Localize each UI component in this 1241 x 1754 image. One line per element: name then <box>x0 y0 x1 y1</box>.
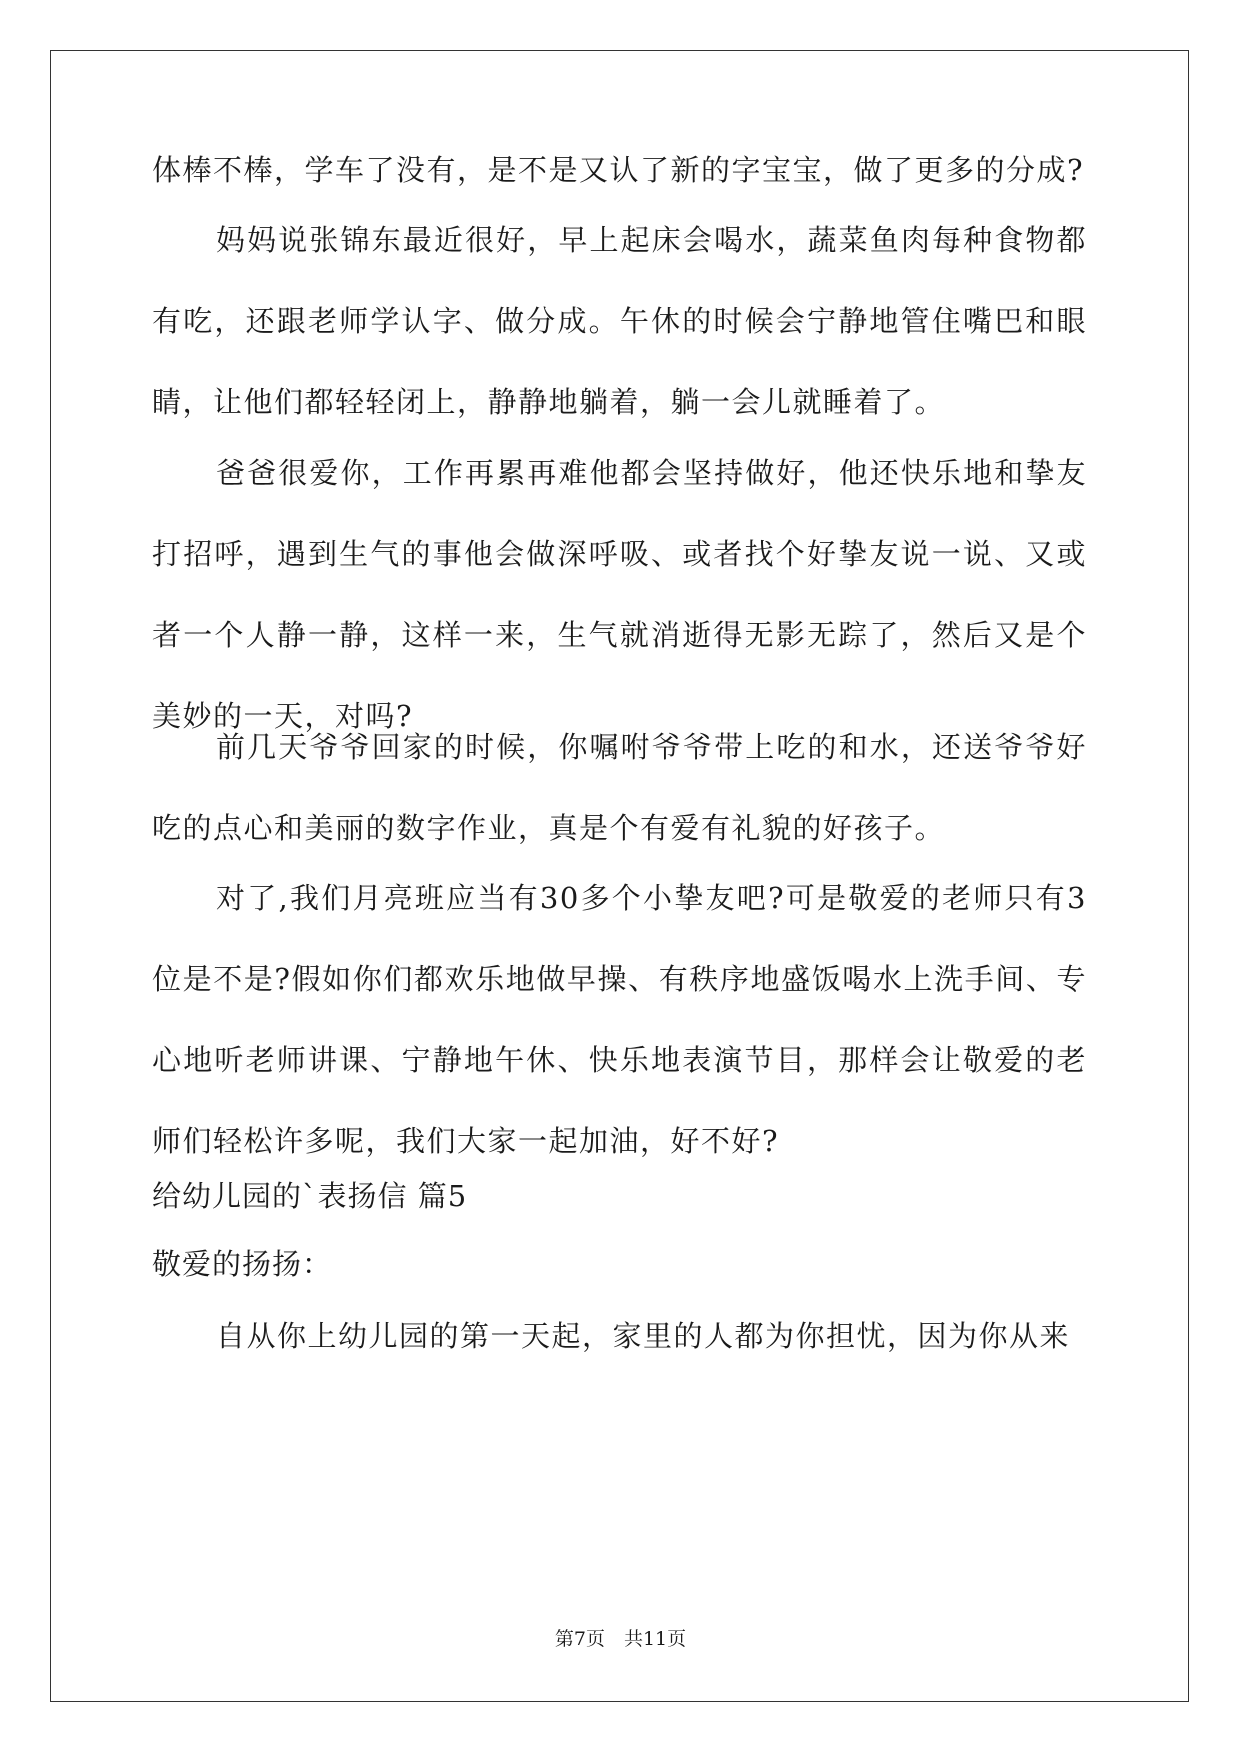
paragraph-father: 爸爸很爱你，工作再累再难他都会坚持做好，他还快乐地和挚友打招呼，遇到生气的事他会做深呼吸、或者找个好挚友说一说、又或者一个人静一静，这样一来，生气就消逝得无影无踪了，然后又是个美妙的一天，对吗? <box>152 456 1087 733</box>
page-number-footer: 第7页 共11页 <box>554 1628 687 1650</box>
section-heading: 给幼儿园的`表扬信 篇5 <box>152 1179 468 1213</box>
paragraph-mother: 妈妈说张锦东最近很好，早上起床会喝水，蔬菜鱼肉每种食物都有吃，还跟老师学认字、做分成。午休的时候会宁静地管住嘴巴和眼睛，让他们都轻轻闭上，静静地躺着，躺一会儿就睡着了。 <box>152 223 1087 419</box>
paragraph-start: 自从你上幼儿园的第一天起，家里的人都为你担忧，因为你从来 <box>216 1319 1071 1353</box>
paragraph-class: 对了,我们月亮班应当有30多个小挚友吧?可是敬爱的老师只有3位是不是?假如你们都欢乐地做早操、有秩序地盛饭喝水上洗手间、专心地听老师讲课、宁静地午休、快乐地表演节目，那样会让敬爱的老师们轻松许多呢，我们大家一起加油，好不好? <box>152 881 1087 1158</box>
paragraph-continuation: 体棒不棒，学车了没有，是不是又认了新的字宝宝，做了更多的分成? <box>152 153 1085 187</box>
salutation: 敬爱的扬扬： <box>152 1247 333 1281</box>
paragraph-grandfather: 前几天爷爷回家的时候，你嘱咐爷爷带上吃的和水，还送爷爷好吃的点心和美丽的数字作业，真是个有爱有礼貌的好孩子。 <box>152 730 1087 845</box>
